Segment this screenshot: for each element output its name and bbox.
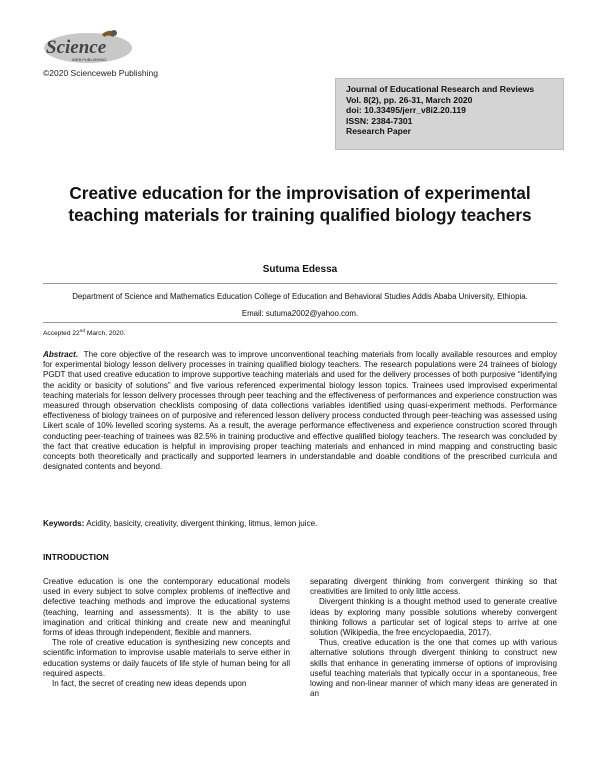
logo-subtext: WEB PUBLISHING <box>72 57 107 62</box>
logo-text: Science <box>46 37 107 58</box>
abstract-label: Abstract. <box>43 350 79 359</box>
keywords-text: Acidity, basicity, creativity, divergent thinking, litmus, lemon juice. <box>84 519 318 528</box>
paragraph: The role of creative education is synthesizing new concepts and scientific information to improvise usable materials to serve either in education systems or daily faucets of life style of human being for all required aspects. <box>43 638 290 678</box>
divider <box>43 322 557 323</box>
paper-type: Research Paper <box>346 126 411 137</box>
article-title: Creative education for the improvisation of experimental teaching materials for training qualified biology teachers <box>68 183 532 225</box>
author-email[interactable]: Email: sutuma2002@yahoo.com. <box>241 309 359 318</box>
divider <box>43 283 557 284</box>
journal-info-box <box>335 78 564 150</box>
paragraph: Divergent thinking is a thought method used to generate creative ideas by exploring many possible solutions whereby convergent thinking follows a particular set of logical steps to arrive at one solution (Wikipedia, the free encyclopaedia, 2017). <box>310 597 557 638</box>
journal-volume: Vol. 8(2), pp. 26-31, March 2020 <box>346 94 473 105</box>
abstract-text: The core objective of the research was to improve unconventional teaching materials from locally available resources and employ for experimental biology lesson delivery processes in training qualified biology teachers. The research populations were 24 trainees of biology PGDT that used creative education to improve supportive teaching materials and used for the delivery processes of both purposive “identifying the acidity or basicity of solutions” and five various referenced experimental biology lesson topics. Trainees used improvised experimental teaching materials for lesson delivery processes through peer teaching and the effectiveness of performances and experience construction was measured through observation checklists composing of data collections variables identified using quasi-experiment methods. Performance effectiveness of biology trainees on of purposive and referenced lesson delivery process conducted through peer-teaching was assessed using Likert scale of 10% levelled scoring systems. As a result, the average performance effectiveness and experience construction scored through conducting peer-teaching of trainees was 82.5% in training productive and effective qualified biology teachers. The research was concluded by the fact that creative education is helpful in improvising proper teaching materials and enhanced in mind mapping and constructing basic concepts both theoretically and practically and supported learners in understandable and doable conditions of the prescribed curricula and designated contents and beyond. <box>43 350 557 472</box>
journal-issn: ISSN: 2384-7301 <box>346 115 413 126</box>
author-name: Sutuma Edessa <box>262 264 338 275</box>
paragraph: In fact, the secret of creating new ideas depends upon <box>52 679 247 689</box>
journal-doi[interactable]: doi: 10.33495/jerr_v8i2.20.119 <box>346 105 466 116</box>
affiliation: Department of Science and Mathematics Education College of Education and Behavioral Studies Addis Ababa University, Ethiopia. <box>72 292 528 301</box>
scienceweb-logo <box>40 28 135 66</box>
paragraph: Creative education is one the contemporary educational models used in every subject to solve complex problems of ineffective and defective teaching methods and improve the educational systems (teaching, learning and assessments). It is the ability to use imagination and critical thinking and create new and meaningful forms of ideas through independent, flexible and manners. <box>43 577 290 638</box>
intro-right-column <box>310 577 557 699</box>
copyright: ©2020 Scienceweb Publishing <box>43 68 158 78</box>
section-heading-introduction: INTRODUCTION <box>43 552 109 562</box>
keywords <box>43 519 317 528</box>
abstract <box>43 350 557 472</box>
journal-name: Journal of Educational Research and Reviews <box>346 84 535 94</box>
accepted-date: Accepted 22nd March, 2020. <box>43 329 126 338</box>
paragraph: separating divergent thinking from convergent thinking so that creativities are limited to only little access. <box>310 577 557 597</box>
intro-left-column <box>43 577 290 689</box>
keywords-label: Keywords: <box>43 519 85 528</box>
paragraph: Thus, creative education is the one that comes up with various alternative solutions through divergent thinking to construct new skills that enhance in generating immerse of options of improvising useful teaching materials that typically occur in a spontaneous, free lowing and non-linear manner of which many ideas are generated in an <box>310 638 557 699</box>
